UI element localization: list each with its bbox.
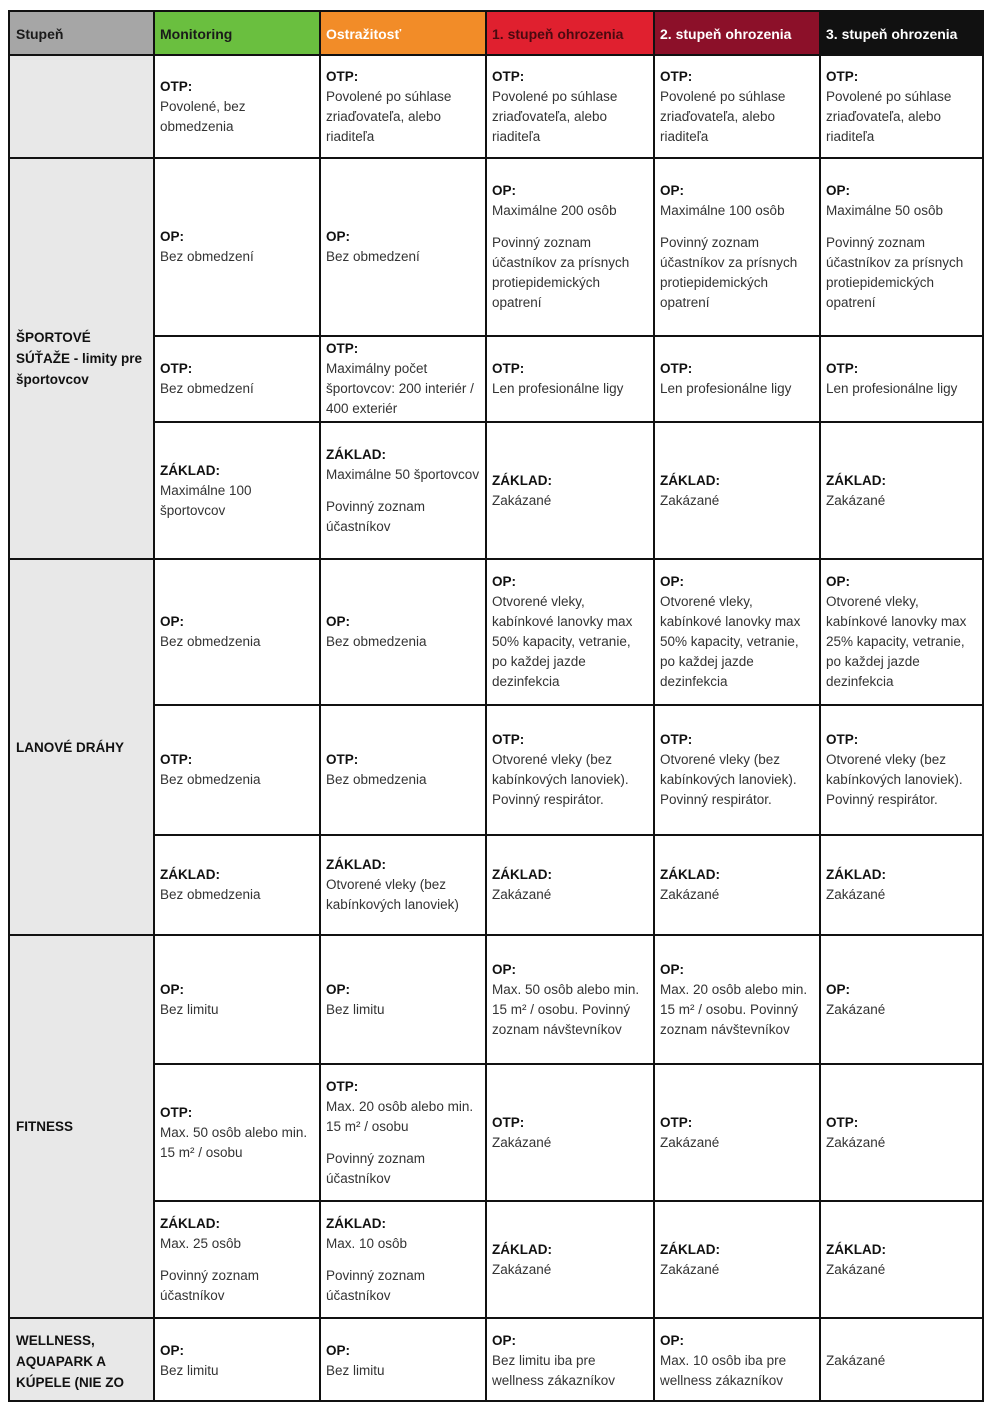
restrictions-table: [8, 10, 984, 1402]
cell-level-label: OTP:: [660, 361, 693, 376]
cell-text: Zakázané: [492, 492, 552, 508]
table-cell: [154, 1201, 320, 1318]
cell-level-label: OTP:: [160, 78, 193, 94]
cell-text: Zakázané: [660, 1261, 720, 1277]
cell-text: Povolené, bez obmedzenia: [160, 98, 246, 134]
cell-text: Otvorené vleky, kabínkové lanovky max 50% kapacity, vetranie, po každej jazde dezinfekcia: [660, 594, 801, 689]
table-cell: [654, 1201, 820, 1318]
cell-level-label: OP:: [660, 1333, 685, 1348]
header-cell-5: 3. stupeň ohrozenia: [820, 12, 982, 55]
cell-level-label: OTP:: [326, 752, 359, 767]
paragraph-gap: [326, 1254, 480, 1266]
cell-text: Bez limitu: [326, 1001, 385, 1017]
header-cell-4: 2. stupeň ohrozenia: [654, 12, 820, 55]
cell-level-label: OP:: [660, 961, 685, 977]
table-cell: [320, 158, 486, 336]
table-cell: [820, 158, 982, 336]
paragraph-gap: [492, 221, 648, 233]
row-divider: [10, 1317, 982, 1319]
section-label-0: [10, 55, 154, 158]
cell-level-label: OP:: [660, 183, 685, 198]
table-cell: [654, 422, 820, 559]
table-cell: [820, 935, 982, 1064]
cell-text: Povinný zoznam účastníkov za prísnych protiepidemických opatrení: [660, 235, 798, 310]
cell-text: Povolené po súhlase zriaďovateľa, alebo riaditeľa: [826, 88, 952, 144]
table-cell: [820, 422, 982, 559]
cell-level-label: OP:: [660, 574, 685, 589]
table-cell: [154, 835, 320, 935]
cell-text: Bez limitu: [160, 1001, 219, 1017]
cell-text: Povinný zoznam účastníkov: [326, 498, 426, 534]
table-cell: [154, 705, 320, 835]
table-cell: [820, 1064, 982, 1201]
cell-level-label: ZÁKLAD:: [160, 462, 220, 478]
row-divider: [10, 934, 982, 936]
section-label-1: ŠPORTOVÉ SÚŤAŽE - limity pre športovcov: [10, 158, 154, 559]
cell-text: Bez obmedzenia: [326, 634, 427, 649]
cell-level-label: ZÁKLAD:: [492, 867, 552, 882]
cell-text: Zakázané: [660, 1134, 720, 1150]
cell-level-label: ZÁKLAD:: [492, 1241, 552, 1257]
cell-text: Povinný zoznam účastníkov: [326, 1267, 426, 1303]
cell-level-label: ZÁKLAD:: [660, 472, 720, 488]
cell-text: Zakázané: [492, 1134, 552, 1150]
cell-level-label: OP:: [826, 183, 851, 198]
cell-text: Max. 25 osôb: [160, 1235, 242, 1251]
cell-level-label: ZÁKLAD:: [326, 1215, 386, 1231]
table-cell: [320, 1201, 486, 1318]
cell-text: Len profesionálne ligy: [660, 381, 792, 396]
cell-text: Len profesionálne ligy: [492, 381, 624, 396]
row-divider: [154, 704, 982, 706]
table-cell: [154, 158, 320, 336]
cell-text: Povolené po súhlase zriaďovateľa, alebo riaditeľa: [660, 88, 786, 144]
cell-text: Zakázané: [826, 887, 886, 902]
cell-level-label: OP:: [492, 183, 517, 198]
cell-level-label: OP:: [326, 1343, 351, 1358]
cell-level-label: OTP:: [826, 1114, 859, 1130]
column-divider: [653, 12, 655, 1402]
table-cell: [320, 1318, 486, 1402]
cell-level-label: ZÁKLAD:: [160, 1215, 220, 1231]
table-cell: [820, 1201, 982, 1318]
cell-text: Otvorené vleky, kabínkové lanovky max 50% kapacity, vetranie, po každej jazde dezinfekcia: [492, 594, 633, 689]
cell-text: Maximálny počet športovcov: 200 interiér / 400 exteriér: [326, 361, 474, 416]
cell-text: Len profesionálne ligy: [826, 381, 958, 396]
cell-level-label: ZÁKLAD:: [492, 472, 552, 488]
table-cell: [486, 1201, 654, 1318]
row-divider: [154, 834, 982, 836]
cell-text: Bez obmedzení: [326, 249, 420, 264]
header-cell-1: Monitoring: [154, 12, 320, 55]
cell-level-label: ZÁKLAD:: [826, 1241, 886, 1257]
cell-text: Bez obmedzenia: [160, 772, 261, 787]
table-cell: [820, 705, 982, 835]
table-cell: [820, 835, 982, 935]
cell-level-label: OTP:: [492, 732, 525, 747]
cell-level-label: OTP:: [660, 732, 693, 747]
cell-text: Zakázané: [826, 1134, 886, 1150]
table-cell: [820, 336, 982, 422]
table-cell: [486, 705, 654, 835]
cell-text: Zakázané: [492, 1261, 552, 1277]
cell-text: Povinný zoznam účastníkov za prísnych protiepidemických opatrení: [826, 235, 964, 310]
cell-level-label: OTP:: [326, 341, 359, 356]
table-cell: [486, 55, 654, 158]
cell-level-label: ZÁKLAD:: [660, 867, 720, 882]
cell-level-label: OP:: [160, 1343, 185, 1358]
header-cell-0: Stupeň: [10, 12, 154, 55]
table-cell: [654, 835, 820, 935]
cell-text: Bez obmedzení: [160, 381, 254, 396]
cell-text: Max. 10 osôb: [326, 1235, 408, 1251]
column-divider: [153, 12, 155, 1402]
cell-text: Bez obmedzenia: [326, 772, 427, 787]
cell-level-label: OTP:: [826, 361, 859, 376]
row-divider: [154, 1063, 982, 1065]
table-cell: [320, 705, 486, 835]
cell-level-label: OTP:: [326, 1078, 359, 1094]
cell-level-label: OTP:: [660, 68, 693, 84]
cell-level-label: OP:: [492, 574, 517, 589]
row-divider: [10, 157, 982, 159]
cell-level-label: OTP:: [492, 1114, 525, 1130]
row-divider: [154, 421, 982, 423]
table-cell: [486, 1318, 654, 1402]
table-cell: [654, 559, 820, 705]
cell-level-label: OTP:: [160, 361, 193, 376]
cell-text: Povinný zoznam účastníkov: [160, 1267, 260, 1303]
cell-text: Zakázané: [826, 1261, 886, 1277]
table-cell: [320, 55, 486, 158]
cell-level-label: OTP:: [160, 752, 193, 767]
row-divider: [10, 54, 982, 56]
paragraph-gap: [326, 485, 480, 497]
cell-level-label: ZÁKLAD:: [160, 867, 220, 882]
cell-level-label: OP:: [326, 229, 351, 244]
cell-level-label: ZÁKLAD:: [826, 472, 886, 488]
cell-level-label: OP:: [160, 614, 185, 629]
table-cell: [320, 422, 486, 559]
cell-level-label: ZÁKLAD:: [326, 857, 386, 872]
row-divider: [154, 335, 982, 337]
column-divider: [485, 12, 487, 1402]
cell-level-label: OP:: [326, 981, 351, 997]
cell-text: Maximálne 100 športovcov: [160, 482, 252, 518]
row-divider: [10, 558, 982, 560]
table-cell: [154, 1064, 320, 1201]
table-cell: [320, 835, 486, 935]
cell-level-label: OTP:: [826, 68, 859, 84]
cell-text: Otvorené vleky, kabínkové lanovky max 25% kapacity, vetranie, po každej jazde dezinfekcia: [826, 594, 967, 689]
section-label-3: FITNESS: [10, 935, 154, 1318]
table-cell: [654, 158, 820, 336]
cell-level-label: OTP:: [826, 732, 859, 747]
cell-text: Max. 10 osôb iba pre wellness zákazníkov: [660, 1353, 787, 1388]
cell-text: Bez limitu iba pre wellness zákazníkov: [492, 1353, 616, 1388]
table-cell: [654, 1318, 820, 1402]
cell-text: Bez limitu: [326, 1363, 385, 1378]
cell-text: Zakázané: [660, 492, 720, 508]
cell-text: Bez obmedzenia: [160, 887, 261, 902]
table-cell: [654, 336, 820, 422]
header-cell-3: 1. stupeň ohrozenia: [486, 12, 654, 55]
table-cell: [486, 336, 654, 422]
cell-level-label: OP:: [160, 229, 185, 244]
cell-level-label: OTP:: [326, 68, 359, 84]
table-cell: [820, 55, 982, 158]
cell-level-label: OTP:: [160, 1104, 193, 1120]
table-cell: [320, 1064, 486, 1201]
paragraph-gap: [826, 221, 976, 233]
section-label-2: LANOVÉ DRÁHY: [10, 559, 154, 935]
cell-text: Povolené po súhlase zriaďovateľa, alebo riaditeľa: [326, 88, 452, 144]
table-cell: [486, 935, 654, 1064]
table-cell: [154, 935, 320, 1064]
cell-level-label: OP:: [492, 961, 517, 977]
cell-text: Max. 20 osôb alebo min. 15 m² / osobu: [326, 1098, 474, 1134]
cell-text: Maximálne 50 osôb: [826, 203, 944, 218]
table-cell: [154, 336, 320, 422]
table-cell: [486, 1064, 654, 1201]
cell-text: Zakázané: [492, 887, 552, 902]
paragraph-gap: [160, 1254, 314, 1266]
table-cell: [820, 1318, 982, 1402]
cell-text: Bez limitu: [160, 1363, 219, 1378]
section-label-4: WELLNESS, AQUAPARK A KÚPELE (NIE ZO: [10, 1318, 154, 1402]
cell-text: Maximálne 100 osôb: [660, 203, 785, 218]
table-cell: [154, 559, 320, 705]
cell-text: Zakázané: [826, 1001, 886, 1017]
cell-level-label: OP:: [326, 614, 351, 629]
cell-text: Otvorené vleky (bez kabínkových lanoviek). Povinný respirátor.: [826, 752, 963, 807]
cell-text: Otvorené vleky (bez kabínkových lanoviek). Povinný respirátor.: [492, 752, 629, 807]
table-cell: [654, 1064, 820, 1201]
cell-level-label: OTP:: [492, 361, 525, 376]
cell-level-label: OP:: [826, 981, 851, 997]
table-cell: [486, 559, 654, 705]
table-cell: [654, 935, 820, 1064]
cell-text: Max. 20 osôb alebo min. 15 m² / osobu. Povinný zoznam návštevníkov: [660, 981, 808, 1037]
table-cell: [820, 559, 982, 705]
cell-text: Povolené po súhlase zriaďovateľa, alebo riaditeľa: [492, 88, 618, 144]
cell-text: Otvorené vleky (bez kabínkových lanoviek). Povinný respirátor.: [660, 752, 797, 807]
table-cell: [486, 158, 654, 336]
column-divider: [819, 12, 821, 1402]
cell-text: Povinný zoznam účastníkov za prísnych protiepidemických opatrení: [492, 235, 630, 310]
cell-text: Bez obmedzení: [160, 249, 254, 264]
paragraph-gap: [326, 1137, 480, 1149]
column-divider: [319, 12, 321, 1402]
cell-level-label: OTP:: [660, 1114, 693, 1130]
table-cell: [654, 705, 820, 835]
cell-text: Bez obmedzenia: [160, 634, 261, 649]
table-cell: [154, 55, 320, 158]
cell-level-label: OP:: [160, 981, 185, 997]
cell-level-label: OP:: [492, 1333, 517, 1348]
table-cell: [654, 55, 820, 158]
table-cell: [154, 422, 320, 559]
header-cell-2: Ostražitosť: [320, 12, 486, 55]
cell-text: Povinný zoznam účastníkov: [326, 1150, 426, 1186]
cell-level-label: OTP:: [492, 68, 525, 84]
cell-text: Zakázané: [660, 887, 720, 902]
cell-text: Zakázané: [826, 492, 886, 508]
table-cell: [486, 422, 654, 559]
cell-level-label: ZÁKLAD:: [326, 446, 386, 462]
cell-text: Maximálne 200 osôb: [492, 203, 617, 218]
cell-text: Maximálne 50 športovcov: [326, 466, 480, 482]
cell-text: Max. 50 osôb alebo min. 15 m² / osobu: [160, 1124, 308, 1160]
table-cell: [320, 935, 486, 1064]
row-divider: [154, 1200, 982, 1202]
cell-text: Max. 50 osôb alebo min. 15 m² / osobu. Povinný zoznam návštevníkov: [492, 981, 640, 1037]
paragraph-gap: [660, 221, 814, 233]
table-cell: [154, 1318, 320, 1402]
cell-text: Otvorené vleky (bez kabínkových lanoviek): [326, 877, 459, 912]
table-cell: [486, 835, 654, 935]
table-cell: [320, 336, 486, 422]
cell-level-label: ZÁKLAD:: [660, 1241, 720, 1257]
cell-level-label: OP:: [826, 574, 851, 589]
cell-text: Zakázané: [826, 1353, 886, 1368]
table-cell: [320, 559, 486, 705]
cell-level-label: ZÁKLAD:: [826, 867, 886, 882]
